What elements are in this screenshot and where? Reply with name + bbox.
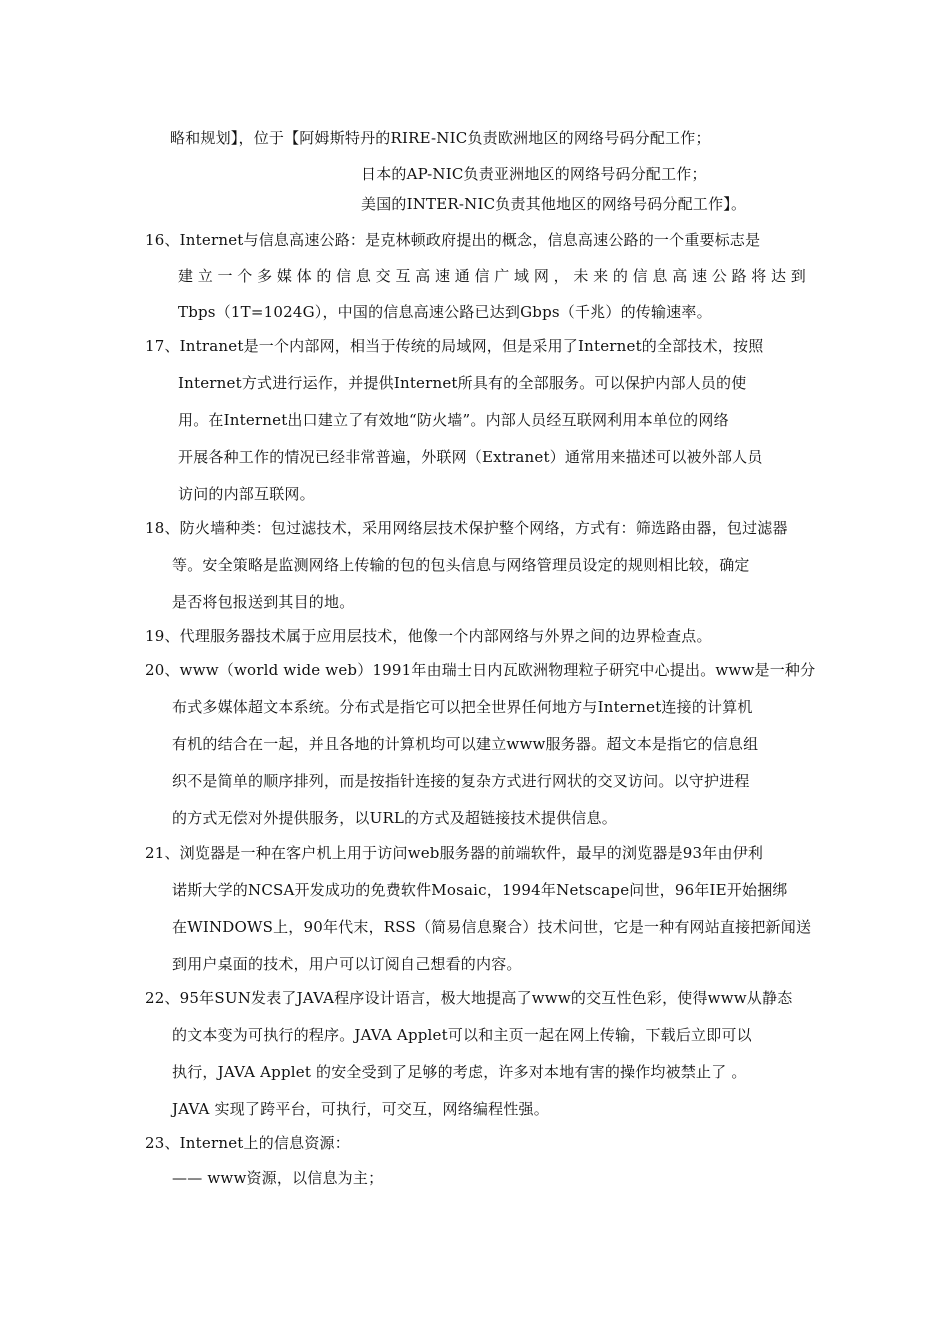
item15-line2: 日本的AP-NIC负责亚洲地区的网络号码分配工作；	[361, 165, 707, 183]
item17-line2: Internet方式进行运作，并提供Internet所具有的全部服务。可以保护内部人员的使	[178, 374, 747, 392]
item18-line3: 是否将包报送到其目的地。	[172, 593, 355, 611]
item20-line1: 20、www（world wide web）1991年由瑞士日内瓦欧洲物理粒子研究中心提出。www是一种分	[145, 661, 816, 679]
item20-line3: 有机的结合在一起，并且各地的计算机均可以建立www服务器。超文本是指它的信息组	[172, 735, 759, 753]
item17-line5: 访问的内部互联网。	[178, 485, 315, 503]
item20-line2: 布式多媒体超文本系统。分布式是指它可以把全世界任何地方与Internet连接的计算机	[172, 698, 753, 716]
item16-line3: Tbps（1T=1024G），中国的信息高速公路已达到Gbps（千兆）的传输速率。	[178, 303, 712, 321]
item16-line1: 16、Internet与信息高速公路：是克林顿政府提出的概念，信息高速公路的一个重要标志是	[145, 231, 761, 249]
item22-line4: JAVA 实现了跨平台，可执行，可交互，网络编程性强。	[172, 1100, 549, 1118]
item21-line3: 在WINDOWS上，90年代末，RSS（简易信息聚合）技术问世，它是一种有网站直接把新闻送	[172, 918, 812, 936]
item17-line3: 用。在Internet出口建立了有效地“防火墙”。内部人员经互联网利用本单位的网络	[178, 411, 729, 429]
item17-line4: 开展各种工作的情况已经非常普遍，外联网（Extranet）通常用来描述可以被外部人员	[178, 448, 763, 466]
item17-line1: 17、Intranet是一个内部网，相当于传统的局域网，但是采用了Internet的全部技术，按照	[145, 337, 764, 355]
item22-line3: 执行，JAVA Applet 的安全受到了足够的考虑，许多对本地有害的操作均被禁止了 。	[172, 1063, 747, 1081]
item16-line2: 建立一个多媒体的信息交互高速通信广域网，未来的信息高速公路将达到	[178, 267, 806, 285]
item21-line4: 到用户桌面的技术，用户可以订阅自己想看的内容。	[172, 955, 522, 973]
item15-line1: 略和规划】，位于【阿姆斯特丹的RIRE-NIC负责欧洲地区的网络号码分配工作；	[170, 129, 711, 147]
item21-line1: 21、浏览器是一种在客户机上用于访问web服务器的前端软件，最早的浏览器是93年由伊利	[145, 844, 764, 862]
item23-line1: 23、Internet上的信息资源：	[145, 1134, 350, 1152]
item22-line1: 22、95年SUN发表了JAVA程序设计语言，极大地提高了www的交互性色彩，使得www从静态	[145, 989, 793, 1007]
item18-line2: 等。安全策略是监测网络上传输的包的包头信息与网络管理员设定的规则相比较，确定	[172, 556, 750, 574]
item15-line3: 美国的INTER-NIC负责其他地区的网络号码分配工作】。	[361, 195, 747, 213]
item18-line1: 18、防火墙种类：包过滤技术，采用网络层技术保护整个网络，方式有：筛选路由器，包过滤器	[145, 519, 788, 537]
item20-line4: 织不是简单的顺序排列，而是按指针连接的复杂方式进行网状的交叉访问。以守护进程	[172, 772, 750, 790]
item19-line1: 19、代理服务器技术属于应用层技术，他像一个内部网络与外界之间的边界检查点。	[145, 627, 712, 645]
item21-line2: 诺斯大学的NCSA开发成功的免费软件Mosaic，1994年Netscape问世，96年IE开始捆绑	[172, 881, 788, 899]
item22-line2: 的文本变为可执行的程序。JAVA Applet可以和主页一起在网上传输，下载后立即可以	[172, 1026, 752, 1044]
item23-line2: —— www资源，以信息为主；	[172, 1169, 384, 1187]
item20-line5: 的方式无偿对外提供服务，以URL的方式及超链接技术提供信息。	[172, 809, 617, 827]
